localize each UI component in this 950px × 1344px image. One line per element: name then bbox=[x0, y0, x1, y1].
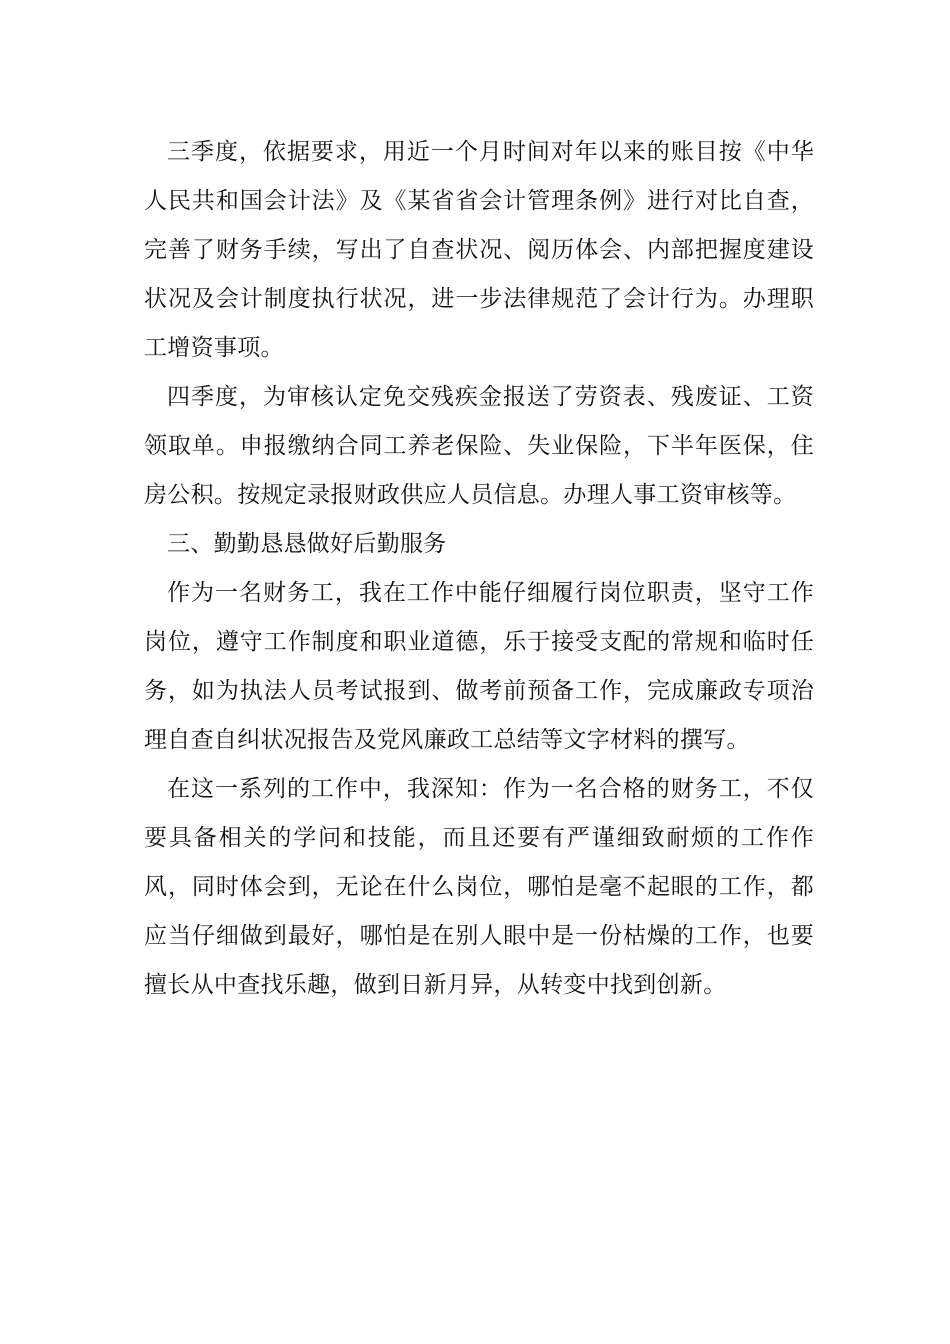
document-body bbox=[144, 128, 814, 1010]
paragraph-reflection: 在这一系列的工作中，我深知：作为一名合格的财务工，不仅要具备相关的学问和技能，而且还要有严谨细致耐烦的工作作风，同时体会到，无论在什么岗位，哪怕是毫不起眼的工作，都应当仔细做到最好，哪怕是在别人眼中是一份枯燥的工作，也要擅长从中查找乐趣，做到日新月异，从转变中找到创新。 bbox=[144, 776, 814, 998]
paragraph-duties: 作为一名财务工，我在工作中能仔细履行岗位职责，坚守工作岗位，遵守工作制度和职业道德，乐于接受支配的常规和临时任务，如为执法人员考试报到、做考前预备工作，完成廉政专项治理自查自纠状况报告及党风廉政工总结等文字材料的撰写。 bbox=[144, 580, 814, 753]
section-heading: 三、勤勤恳恳做好后勤服务 bbox=[167, 531, 447, 557]
paragraph-q4: 四季度，为审核认定免交残疾金报送了劳资表、残废证、工资领取单。申报缴纳合同工养老保险、失业保险，下半年医保，住房公积。按规定录报财政供应人员信息。办理人事工资审核等。 bbox=[144, 384, 814, 508]
paragraph-q3: 三季度，依据要求，用近一个月时间对年以来的账目按《中华人民共和国会计法》及《某省省会计管理条例》进行对比自查，完善了财务手续，写出了自查状况、阅历体会、内部把握度建设状况及会计制度执行状况，进一步法律规范了会计行为。办理职工增资事项。 bbox=[144, 139, 814, 361]
